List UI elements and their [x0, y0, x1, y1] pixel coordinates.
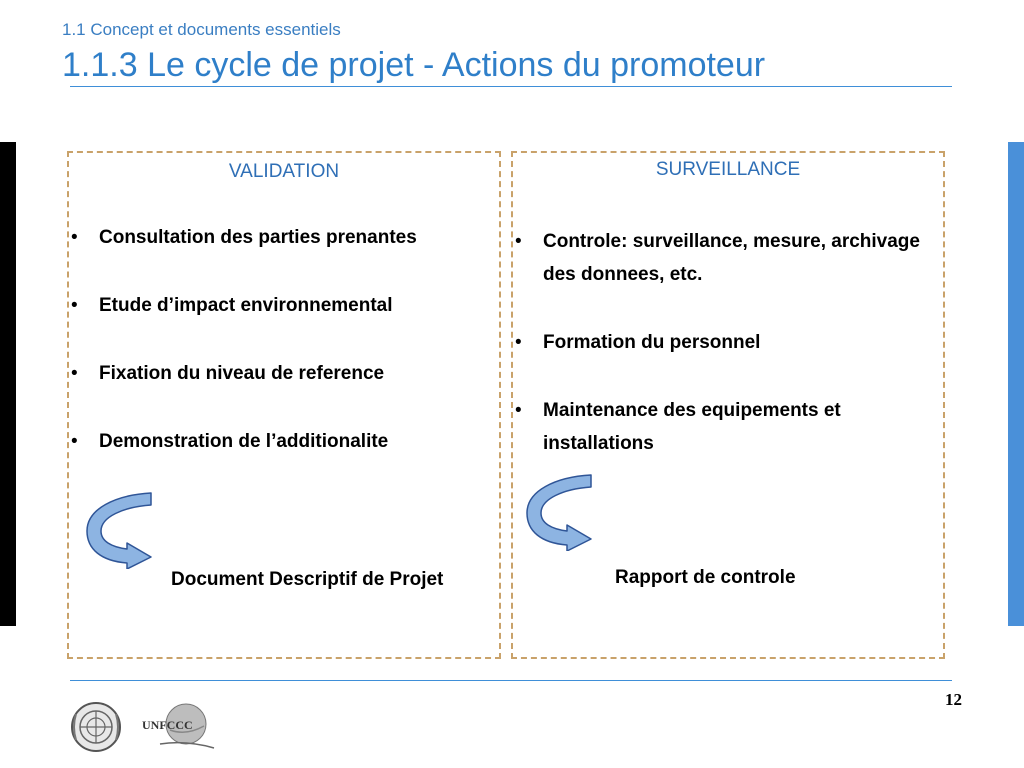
page-number: 12: [945, 690, 962, 709]
validation-box: [67, 151, 501, 659]
left-accent-bar: [0, 142, 16, 626]
svg-text:UNFCCC: UNFCCC: [142, 718, 193, 732]
un-emblem-icon: [68, 700, 124, 754]
validation-title: VALIDATION: [228, 161, 340, 182]
title-divider: [70, 86, 952, 87]
unfccc-logo-icon: [140, 700, 220, 752]
footer-divider: [70, 680, 952, 681]
section-subtitle: 1.1 Concept et documents essentiels: [62, 20, 341, 39]
surveillance-title: SURVEILLANCE: [655, 159, 801, 180]
surveillance-list: [513, 225, 933, 495]
list-item: • Fixation du niveau de reference: [71, 363, 385, 384]
curved-arrow-icon: [85, 489, 157, 569]
list-item: • Etude d’impact environnemental: [71, 295, 393, 316]
curved-arrow-icon: [525, 471, 597, 551]
list-item: • Controle: surveillance, mesure, archivage des donnees, etc.: [515, 231, 920, 285]
page-title: 1.1.3 Le cycle de projet - Actions du promoteur: [62, 46, 766, 84]
list-item: • Consultation des parties prenantes: [71, 227, 417, 248]
validation-output: Document Descriptif de Projet: [171, 569, 444, 590]
surveillance-output: Rapport de controle: [615, 567, 796, 588]
validation-list: [69, 227, 497, 499]
right-accent-bar: [1008, 142, 1024, 626]
list-item: • Formation du personnel: [515, 332, 761, 353]
surveillance-box: [511, 151, 945, 659]
list-item: • Maintenance des equipements et installations: [515, 400, 841, 454]
list-item: • Demonstration de l’additionalite: [71, 431, 389, 452]
